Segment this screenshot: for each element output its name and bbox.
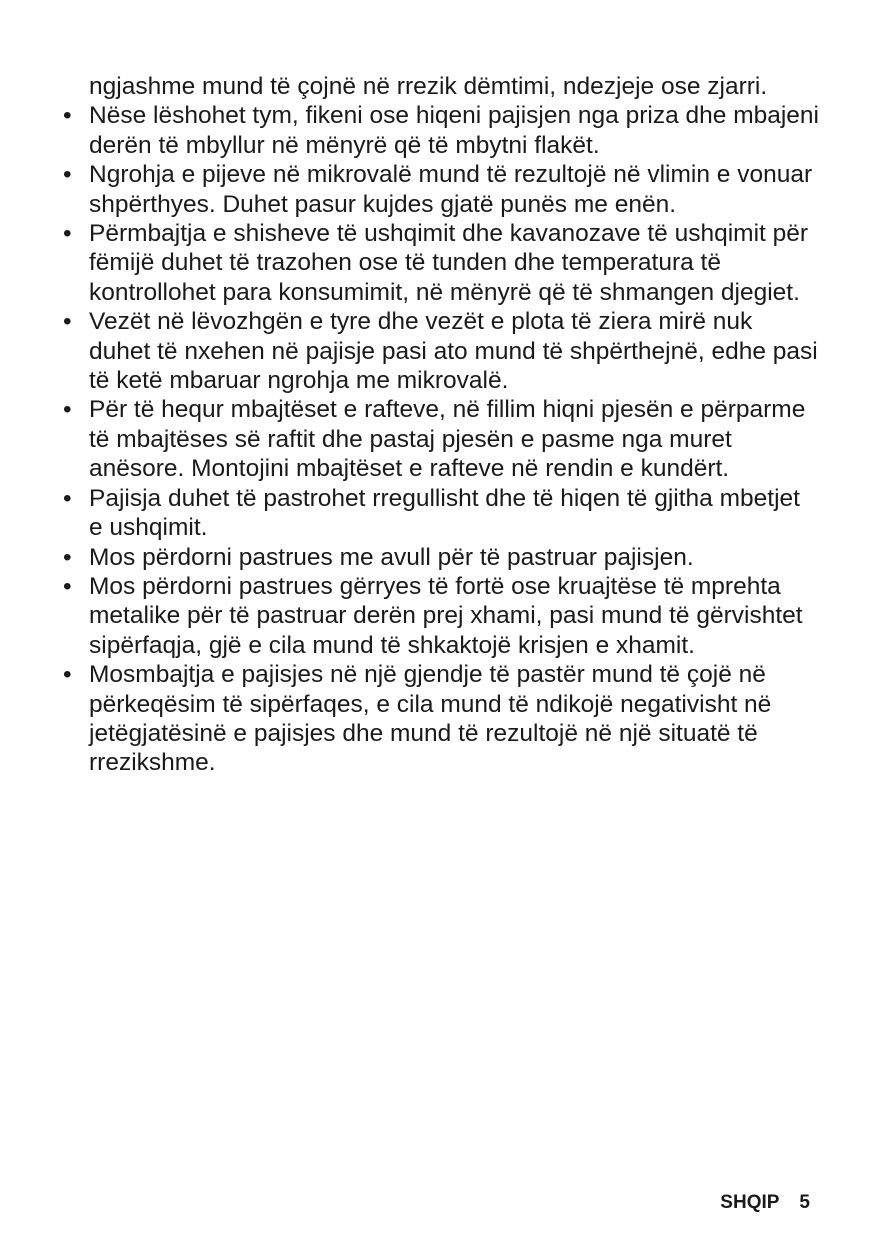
bullet-text: Mosmbajtja e pajisjes në një gjendje të pastër mund të çojë në përkeqësim të sipërfaqes, e cila mund të ndikojë negativisht në jetëgjatësinë e pajisjes dhe mund të rezultojë në një situatë të rrezikshme. [89,661,772,777]
bullet-item [60,160,820,219]
page-number: 5 [799,1192,810,1213]
bullet-icon: • [63,572,72,600]
bullet-icon: • [63,484,72,512]
bullet-item [60,660,820,778]
bullet-text: Për të hequr mbajtëset e rafteve, në fillim hiqni pjesën e përparme të mbajtëses së raftit dhe pastaj pjesën e pasme nga muret anësore. Montojini mbajtëset e rafteve në rendin e kundërt. [89,396,806,483]
bullet-text: Mos përdorni pastrues me avull për të pastruar pajisjen. [89,543,694,571]
bullet-text: Ngrohja e pijeve në mikrovalë mund të rezultojë në vlimin e vonuar shpërthyes. Duhet pasur kujdes gjatë punës me enën. [89,161,813,218]
bullet-item [60,307,820,395]
continuation-paragraph: ngjashme mund të çojnë në rrezik dëmtimi, ndezjeje ose zjarri. [89,73,768,100]
bullet-text: Nëse lëshohet tym, fikeni ose hiqeni pajisjen nga priza dhe mbajeni derën të mbyllur në mënyrë që të mbytni flakët. [89,102,819,159]
page-footer [720,1192,810,1214]
safety-bullet-list [60,101,820,777]
bullet-text: Pajisja duhet të pastrohet rregullisht dhe të hiqen të gjitha mbetjet e ushqimit. [89,484,800,542]
bullet-icon: • [63,396,72,424]
bullet-item [60,572,820,660]
bullet-text: Përmbajtja e shisheve të ushqimit dhe kavanozave të ushqimit për fëmijë duhet të trazohen ose të tunden dhe temperatura të kontrollohet para konsumimit, në mënyrë që të shmangen djegiet. [89,220,809,306]
bullet-text: Vezët në lëvozhgën e tyre dhe vezët e plota të ziera mirë nuk duhet të nxehen në pajisje pasi ato mund të shpërthejnë, edhe pasi të ketë mbaruar ngrohja me mikrovalë. [89,308,818,395]
bullet-item [60,101,820,160]
bullet-icon: • [63,220,72,248]
bullet-item [60,219,820,307]
bullet-item [60,395,820,483]
bullet-item [60,484,820,543]
bullet-icon: • [63,102,72,130]
bullet-icon: • [63,161,72,189]
bullet-icon: • [63,543,72,571]
bullet-icon: • [63,308,72,336]
footer-language-label: SHQIP [720,1192,780,1213]
document-body [60,72,820,778]
bullet-item [60,543,820,572]
bullet-icon: • [63,661,72,689]
bullet-text: Mos përdorni pastrues gërryes të fortë ose kruajtëse të mprehta metalike për të pastruar derën prej xhami, pasi mund të gërvishtet sipërfaqja, gjë e cila mund të shkaktojë krisjen e xhamit. [89,572,803,659]
